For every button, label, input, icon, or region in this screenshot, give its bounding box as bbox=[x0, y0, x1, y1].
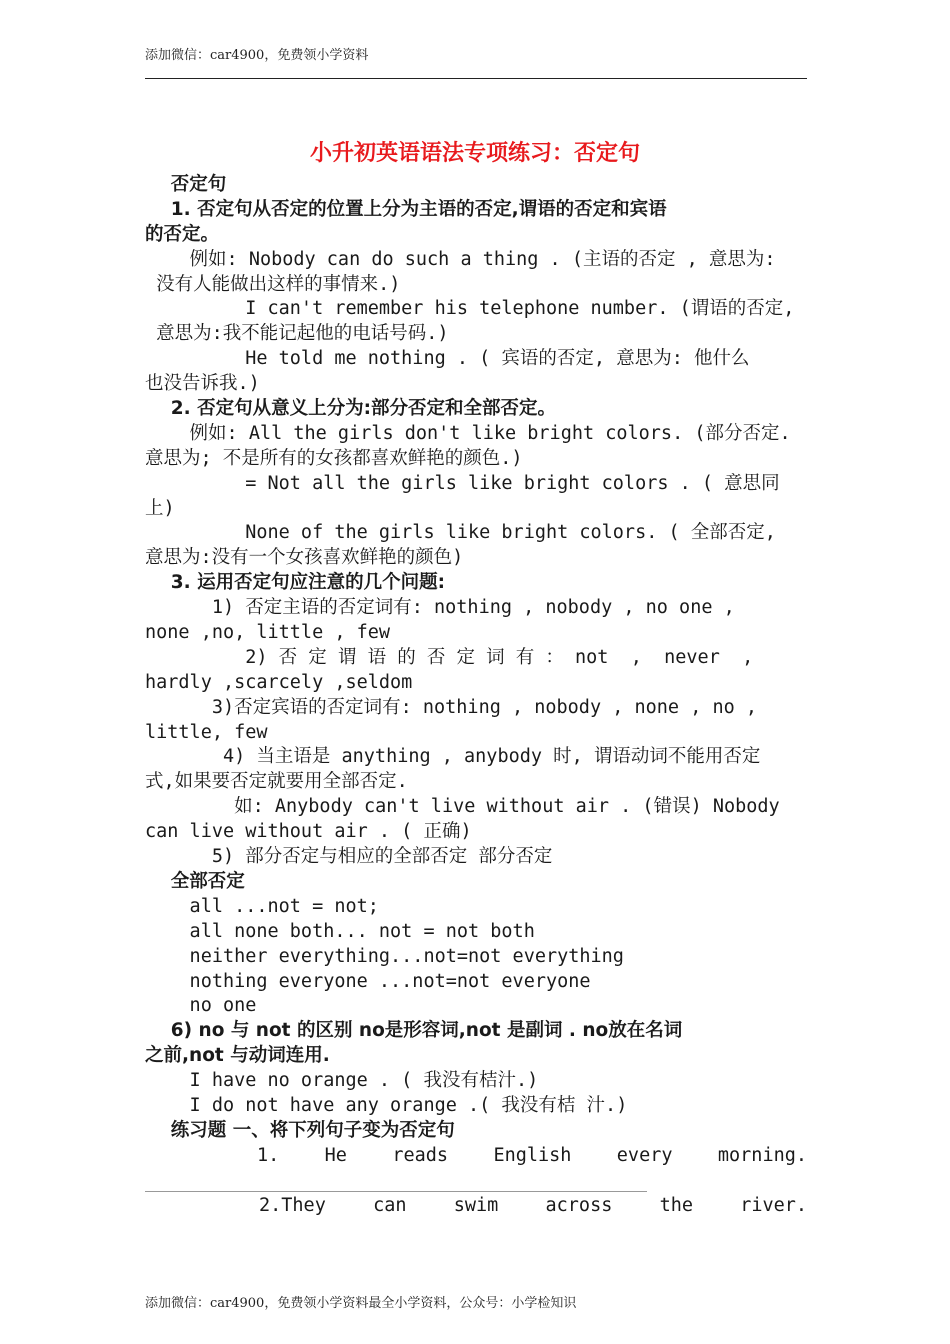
note-line: none ,no, little , few bbox=[145, 622, 391, 644]
rule-6-heading: 6) no 与 not 的区别 no是形容词,not 是副词 . no放在名词 bbox=[145, 1020, 683, 1042]
q2-word: the bbox=[659, 1194, 693, 1216]
example-line: 也没告诉我.) bbox=[145, 373, 260, 395]
header-divider bbox=[145, 78, 807, 79]
example-line: 意思为:没有一个女孩喜欢鲜艳的颜色) bbox=[145, 547, 464, 569]
exercise-question-1 bbox=[145, 1144, 807, 1169]
pattern-line: neither everything...not=not everything bbox=[145, 945, 624, 967]
example-line: 意思为; 不是所有的女孩都喜欢鲜艳的颜色.) bbox=[145, 447, 523, 469]
document-body bbox=[145, 173, 807, 1218]
example-line: 上) bbox=[145, 497, 175, 519]
page-footer: 添加微信：car4900，免费领小学资料最全小学资料，公众号：小学检知识 bbox=[145, 1296, 577, 1311]
note-line: little, few bbox=[145, 721, 268, 743]
answer-line bbox=[145, 1191, 647, 1192]
rule-1-heading-cont: 的否定。 bbox=[145, 223, 220, 245]
q2-word: 2.They bbox=[259, 1194, 326, 1216]
note-line: 如: Anybody can't live without air . (错误) Nobody bbox=[145, 796, 780, 818]
exercise-heading: 练习题 一、将下列句子变为否定句 bbox=[145, 1119, 455, 1141]
example-line: I can't remember his telephone number. (谓语的否定, bbox=[145, 298, 795, 320]
q2-word: river. bbox=[740, 1194, 808, 1216]
q2-word: swim bbox=[453, 1194, 499, 1216]
pattern-line: all none both... not = not both bbox=[145, 920, 535, 942]
note-line: can live without air . ( 正确) bbox=[145, 821, 472, 843]
q1-word: He bbox=[324, 1144, 347, 1166]
rule-3-heading: 3. 运用否定句应注意的几个问题: bbox=[145, 572, 446, 594]
rule-1-heading: 1. 否定句从否定的位置上分为主语的否定,谓语的否定和宾语 bbox=[145, 198, 667, 220]
example-line: I do not have any orange .( 我没有桔 汁.) bbox=[145, 1094, 628, 1116]
document-title: 小升初英语语法专项练习：否定句 bbox=[309, 141, 640, 166]
note-line: 式,如果要否定就要用全部否定. bbox=[145, 771, 408, 793]
pattern-line: nothing everyone ...not=not everyone bbox=[145, 970, 591, 992]
example-line: = Not all the girls like bright colors . ( 意思同 bbox=[145, 472, 780, 494]
example-line: 没有人能做出这样的事情来.) bbox=[145, 273, 401, 295]
note-line: 4) 当主语是 anything , anybody 时, 谓语动词不能用否定 bbox=[145, 746, 761, 768]
example-line: 例如: Nobody can do such a thing . (主语的否定 , 意思为: bbox=[145, 248, 776, 270]
section-heading: 否定句 bbox=[145, 174, 227, 195]
note-line: 1) 否定主语的否定词有: nothing , nobody , no one , bbox=[145, 597, 735, 619]
example-line: He told me nothing . ( 宾语的否定, 意思为: 他什么 bbox=[145, 348, 750, 370]
q1-word: 1. bbox=[257, 1144, 280, 1166]
q1-word: English bbox=[493, 1144, 572, 1166]
rule-6-heading-cont: 之前,not 与动词连用. bbox=[145, 1045, 330, 1067]
q1-word: morning. bbox=[717, 1144, 807, 1166]
note-line: hardly ,scarcely ,seldom bbox=[145, 671, 413, 693]
pattern-line: all ...not = not; bbox=[145, 895, 379, 917]
example-line: 例如: All the girls don't like bright colors. (部分否定. bbox=[145, 422, 791, 444]
pattern-line: no one bbox=[145, 995, 257, 1017]
q2-word: can bbox=[373, 1194, 407, 1216]
q2-word: across bbox=[545, 1194, 613, 1216]
rule-2-heading: 2. 否定句从意义上分为:部分否定和全部否定。 bbox=[145, 398, 557, 420]
example-line: None of the girls like bright colors. ( 全部否定, bbox=[145, 522, 776, 544]
q1-word: reads bbox=[392, 1144, 449, 1166]
note-line: 5) 部分否定与相应的全部否定 部分否定 bbox=[145, 846, 553, 868]
page-header: 添加微信：car4900，免费领小学资料 bbox=[145, 48, 369, 63]
example-line: 意思为:我不能记起他的电话号码.) bbox=[145, 323, 449, 345]
exercise-question-2 bbox=[145, 1194, 807, 1219]
answer-blank bbox=[145, 1169, 807, 1194]
note-line: 2) 否 定 谓 语 的 否 定 词 有 ： not , never , bbox=[145, 646, 754, 668]
full-negation-heading: 全部否定 bbox=[145, 870, 245, 892]
note-line: 3)否定宾语的否定词有: nothing , nobody , none , no , bbox=[145, 696, 758, 718]
example-line: I have no orange . ( 我没有桔汁.) bbox=[145, 1070, 539, 1092]
q1-word: every bbox=[616, 1144, 673, 1166]
